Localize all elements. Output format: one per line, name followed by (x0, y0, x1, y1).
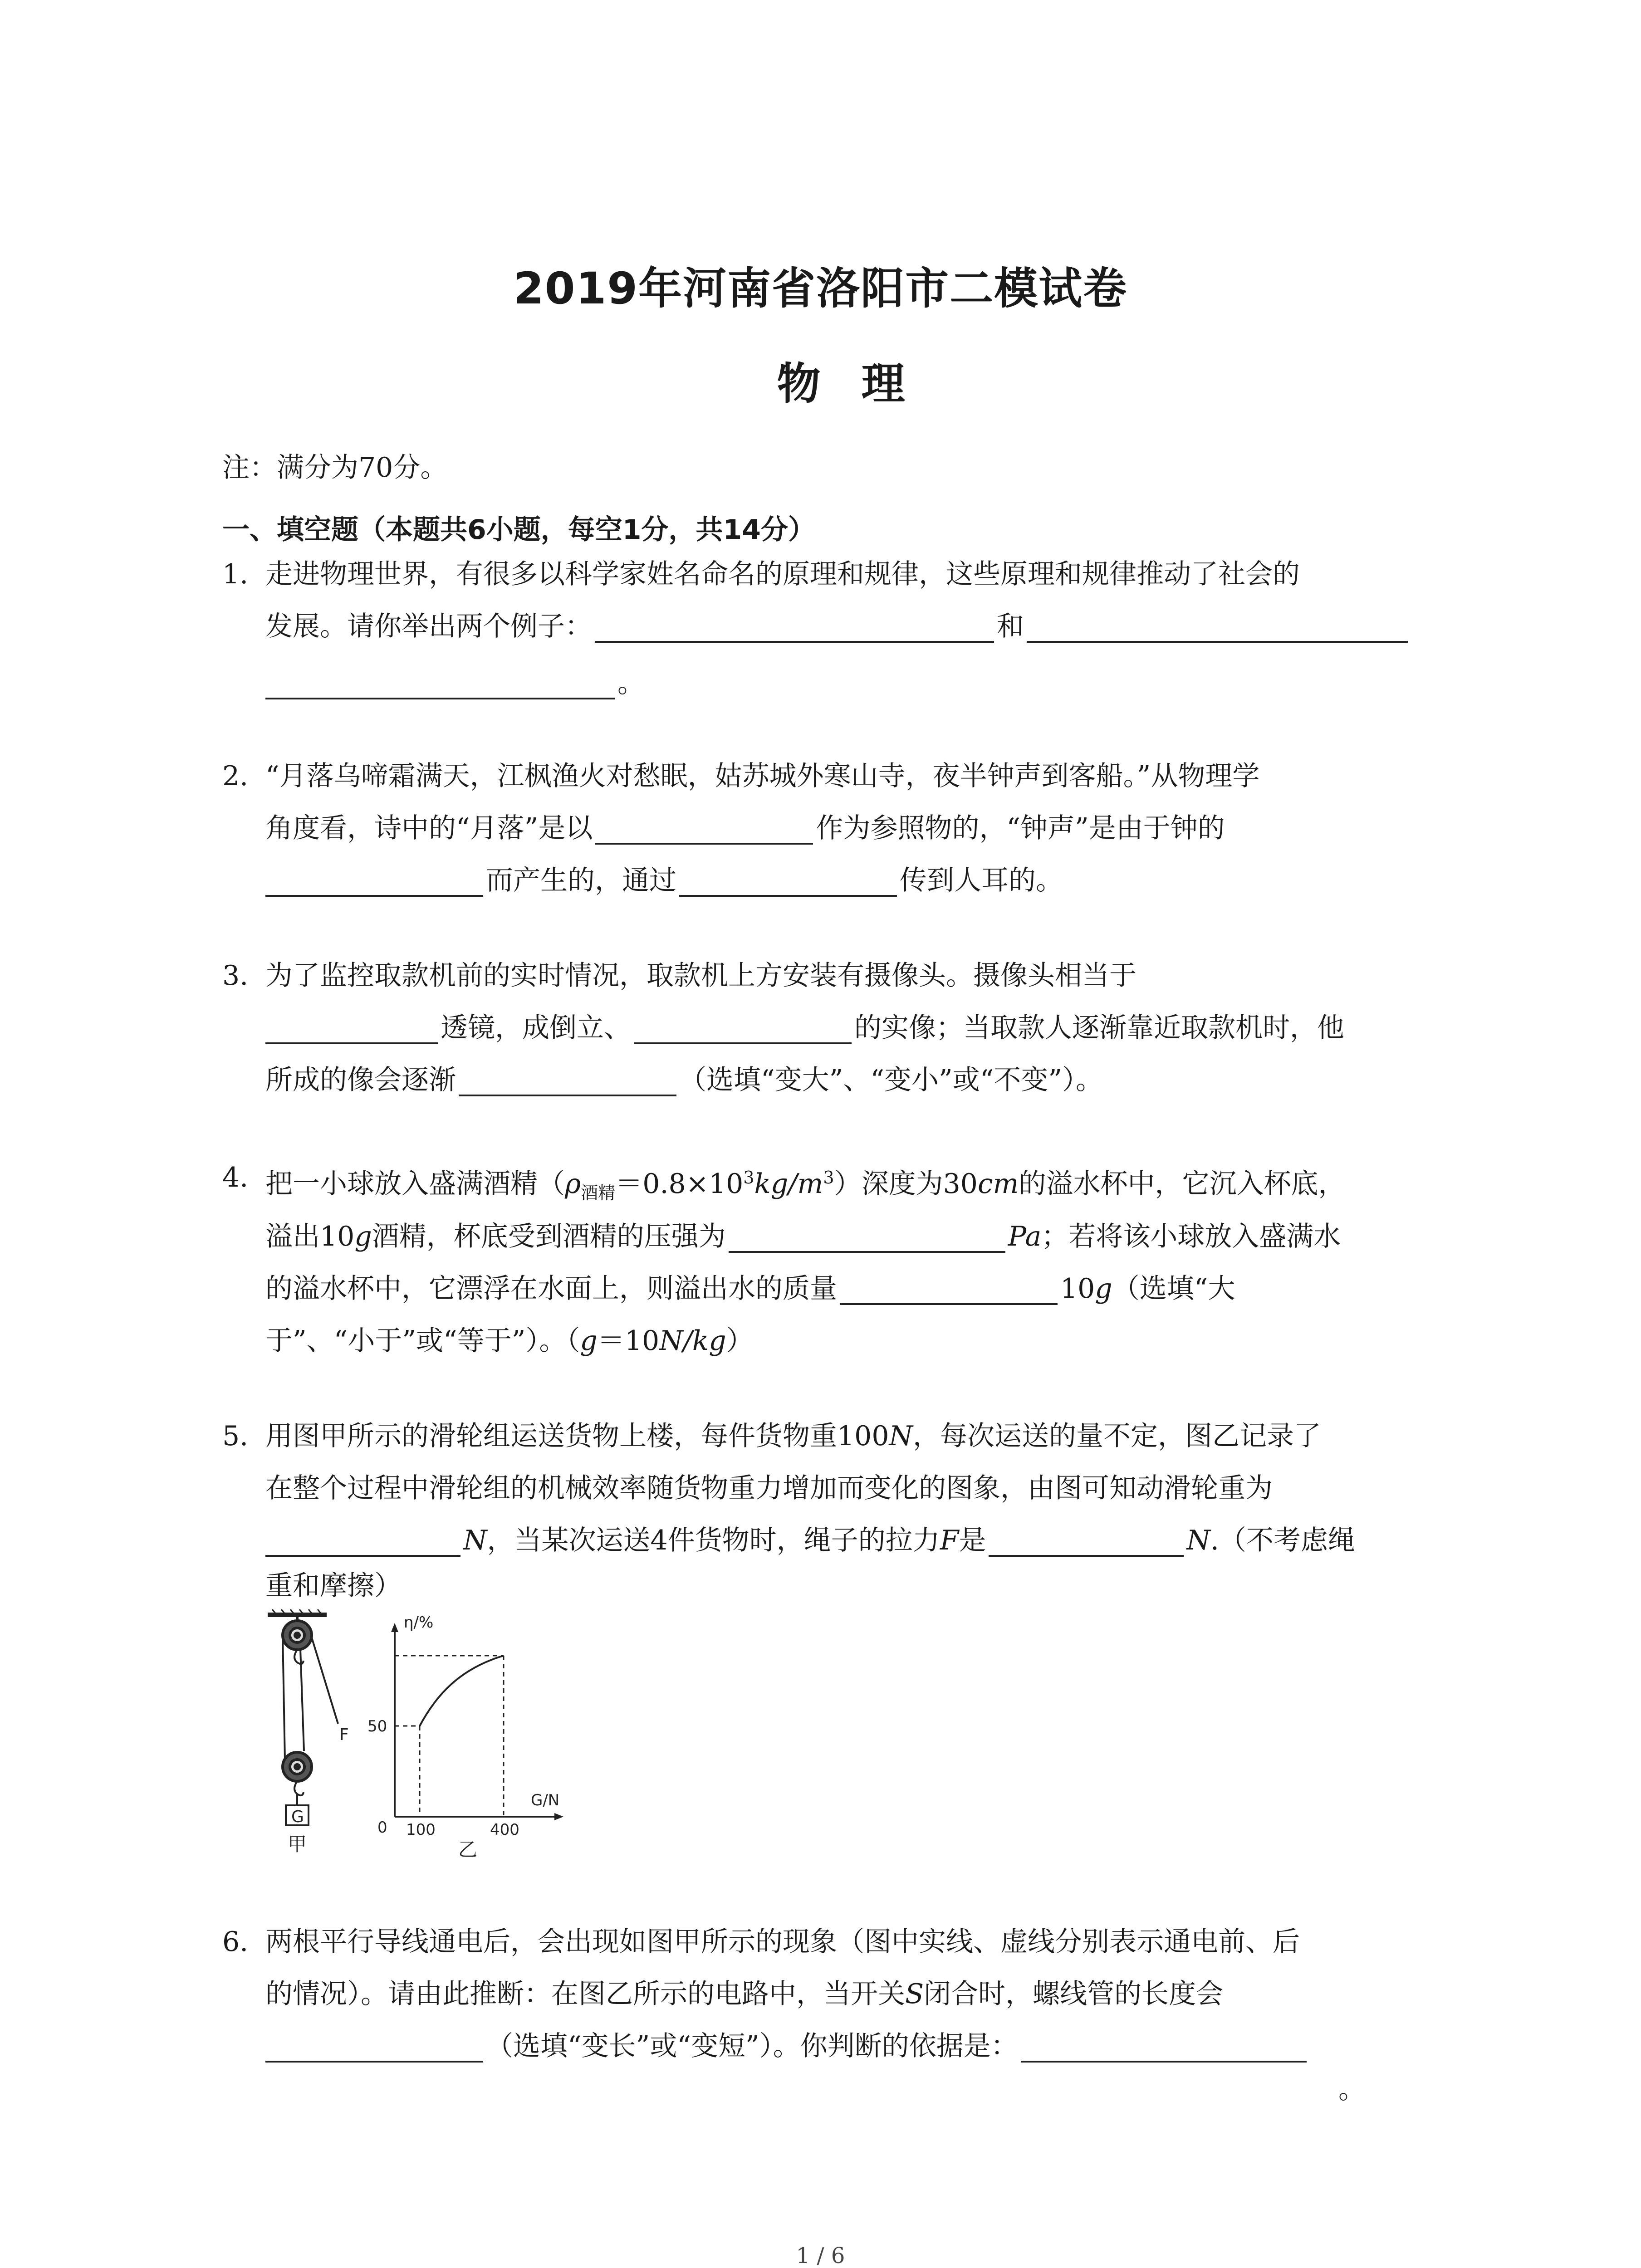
q5-t2: ，每次运送的量不定，图乙记录了 (913, 1420, 1322, 1452)
q5-n2: N (463, 1525, 487, 1556)
page-title: 2019年河南省洛阳市二模试卷 (513, 263, 1128, 314)
q5-line3 (265, 1524, 1355, 1557)
q5-number: 5. (222, 1420, 249, 1452)
q2-number: 2. (222, 760, 249, 792)
q2-text-a: 角度看，诗中的“月落”是以 (265, 812, 593, 844)
q6-t3: （选填“变长”或“变短”）。你判断的依据是： (486, 2030, 1018, 2062)
q6-blank-2[interactable] (1021, 2033, 1307, 2063)
q3-text-c: 所成的像会逐渐 (265, 1064, 456, 1096)
q1-line3 (265, 667, 645, 699)
q6-line4: 。 (1338, 2073, 1366, 2105)
q4-t12: ＝10 (597, 1325, 660, 1357)
y-axis-label: η/% (404, 1613, 434, 1632)
origin-label: 0 (377, 1818, 387, 1837)
q1-number: 1. (222, 558, 249, 590)
section-heading: 一、填空题（本题共6小题，每空1分，共14分） (222, 514, 815, 546)
x-tick-100: 100 (406, 1821, 436, 1839)
q1-line2 (265, 610, 1411, 643)
q3-line2 (265, 1012, 1344, 1044)
q1-end: 。 (617, 667, 645, 699)
q5-n3: N (1186, 1525, 1210, 1556)
q6-line3 (265, 2030, 1309, 2063)
q4-cm: cm (977, 1168, 1019, 1200)
q6-t2: 闭合时，螺线管的长度会 (924, 1978, 1224, 2010)
q4-t2: ＝0.8×10 (615, 1168, 744, 1200)
x-axis-label: G/N (531, 1791, 560, 1809)
q6-t1: 的情况）。请由此推断：在图乙所示的电路中，当开关 (265, 1978, 905, 2010)
q4-t10: （选填“大 (1112, 1273, 1235, 1305)
q2-text-d: 传到人耳的。 (900, 865, 1063, 896)
q4-t4: 的溢水杯中，它沉入杯底， (1019, 1168, 1346, 1200)
q3-text-b: 的实像；当取款人逐渐靠近取款机时，他 (854, 1012, 1344, 1044)
q2-text-c: 而产生的，通过 (486, 865, 676, 896)
q5-f: F (940, 1525, 959, 1556)
q3-line1: 为了监控取款机前的实时情况，取款机上方安装有摄像头。摄像头相当于 (265, 960, 1136, 992)
q2-line3 (265, 864, 1063, 897)
q4-rho-sub: 酒精 (581, 1183, 616, 1203)
q5-n1: N (889, 1420, 913, 1452)
q6-number: 6. (222, 1926, 249, 1958)
q5-blank-1[interactable] (265, 1527, 460, 1557)
q3-blank-2[interactable] (634, 1014, 852, 1044)
q6-line1: 两根平行导线通电后，会出现如图甲所示的现象（图中实线、虚线分别表示通电前、后 (265, 1926, 1300, 1958)
score-note: 注：满分为70分。 (222, 452, 448, 484)
page-number: 1 / 6 (796, 2243, 845, 2268)
q5-figures (259, 1606, 576, 1860)
weight-label: G (291, 1808, 304, 1826)
q4-blank-2[interactable] (840, 1275, 1058, 1305)
q4-pa: Pa (1008, 1221, 1042, 1252)
q4-t6: 酒精，杯底受到酒精的压强为 (372, 1221, 726, 1252)
q5-t5: .（不考虑绳 (1210, 1525, 1355, 1556)
q4-g2: g (1095, 1273, 1112, 1305)
q4-blank-1[interactable] (729, 1223, 1005, 1253)
q1-blank-3[interactable] (265, 670, 615, 699)
q4-line2 (265, 1220, 1341, 1253)
q3-text-d: （选填“变大”、“变小”或“不变”）。 (679, 1064, 1103, 1096)
q4-rho: ρ (565, 1168, 581, 1200)
q4-t9: 10 (1060, 1273, 1095, 1305)
y-tick-50: 50 (367, 1717, 387, 1735)
q2-blank-2[interactable] (265, 867, 483, 897)
q5-t3: ，当某次运送4件货物时，绳子的拉力 (487, 1525, 940, 1556)
q4-t5: 溢出10 (265, 1221, 355, 1252)
q3-blank-3[interactable] (459, 1066, 676, 1096)
x-tick-400: 400 (490, 1821, 519, 1839)
q3-number: 3. (222, 960, 249, 992)
q5-t1: 用图甲所示的滑轮组运送货物上楼，每件货物重100 (265, 1420, 889, 1452)
q3-text-a: 透镜，成倒立、 (441, 1012, 631, 1044)
q2-blank-1[interactable] (595, 815, 813, 845)
q4-t7: ；若将该小球放入盛满水 (1041, 1221, 1341, 1252)
q4-g1: g (354, 1221, 372, 1252)
q1-and: 和 (997, 611, 1024, 642)
q1-blank-1[interactable] (595, 613, 994, 643)
q1-blank-2[interactable] (1027, 613, 1408, 643)
q4-t1: 把一小球放入盛满酒精（ (265, 1168, 565, 1200)
q5-blank-2[interactable] (989, 1527, 1184, 1557)
q4-g3: g (580, 1325, 598, 1357)
q4-exp2: 3 (823, 1168, 834, 1188)
q3-blank-1[interactable] (265, 1014, 438, 1044)
q4-nkg: N/kg (659, 1325, 726, 1357)
subject-title: 物理 (777, 358, 946, 409)
q5-t4: 是 (959, 1525, 986, 1556)
label-yi: 乙 (458, 1838, 478, 1860)
q2-line1: “月落乌啼霜满天，江枫渔火对愁眠，姑苏城外寒山寺，夜半钟声到客船。”从物理学 (265, 760, 1260, 792)
q2-blank-3[interactable] (679, 867, 897, 897)
q4-line1 (265, 1161, 1345, 1209)
q6-line2 (265, 1978, 1223, 2010)
q2-text-b: 作为参照物的，“钟声”是由于钟的 (816, 812, 1225, 844)
efficiency-curve (420, 1656, 504, 1726)
q1-text: 发展。请你举出两个例子： (265, 611, 592, 642)
q5-line4: 重和摩擦） (265, 1570, 402, 1602)
q4-t3: ）深度为30 (834, 1168, 978, 1200)
label-jia: 甲 (288, 1833, 307, 1855)
q5-line2: 在整个过程中滑轮组的机械效率随货物重力增加而变化的图象，由图可知动滑轮重为 (265, 1472, 1273, 1504)
q4-exp1: 3 (743, 1168, 754, 1188)
q4-number: 4. (222, 1162, 249, 1193)
q6-s: S (905, 1978, 924, 2010)
pulley-diagram (268, 1609, 338, 1825)
force-label: F (339, 1725, 349, 1744)
q4-line4 (265, 1325, 754, 1357)
q4-unit: kg/m (754, 1168, 823, 1200)
q6-blank-1[interactable] (265, 2033, 483, 2063)
q4-t13: ） (726, 1325, 754, 1357)
q3-line3 (265, 1064, 1103, 1096)
q5-line1 (265, 1420, 1321, 1452)
efficiency-graph (391, 1623, 563, 1820)
q4-t8: 的溢水杯中，它漂浮在水面上，则溢出水的质量 (265, 1273, 837, 1305)
q4-t11: 于”、“小于”或“等于”）。（ (265, 1325, 580, 1357)
q4-line3 (265, 1272, 1235, 1305)
q1-line1: 走进物理世界，有很多以科学家姓名命名的原理和规律，这些原理和规律推动了社会的 (265, 558, 1300, 590)
q2-line2 (265, 812, 1225, 845)
